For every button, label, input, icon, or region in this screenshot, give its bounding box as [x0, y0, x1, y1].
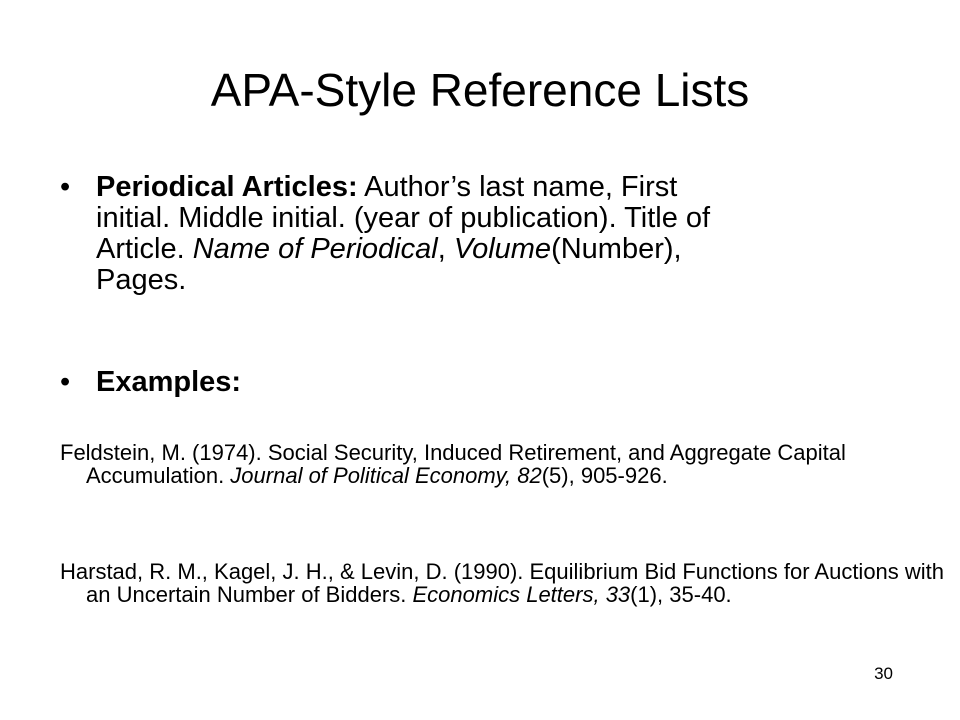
periodical-name-italic: Name of Periodical: [192, 233, 438, 265]
bullet-line-1: [96, 172, 936, 203]
page-number: 30: [874, 664, 893, 683]
bullet-text: [96, 367, 936, 398]
reference-pages: (5), 905-926.: [541, 463, 668, 488]
bullet-text: [96, 172, 936, 296]
reference-journal: Journal of Political Economy, 82: [230, 463, 542, 488]
bullet-line-3-b: ,: [437, 233, 454, 265]
bullet-line-4: Pages.: [96, 264, 187, 296]
slide-title: APA-Style Reference Lists: [210, 64, 750, 116]
bullet-lead: Examples:: [96, 366, 242, 398]
bullet-lead: Periodical Articles:: [96, 171, 358, 203]
bullet-line-3-a: Article.: [96, 233, 193, 265]
bullet-line-1-text: Author’s last name, First: [357, 171, 678, 203]
bullet-line-3: [96, 234, 936, 265]
reference-pages: (1), 35-40.: [630, 582, 732, 607]
bullet-line-3-c: (Number),: [551, 233, 682, 265]
bullet-marker: •: [60, 171, 71, 203]
reference-text: Harstad, R. M., Kagel, J. H., & Levin, D. (1990). Equilibrium Bid Functions for Auctions with an Uncertain Number of Bidders.: [60, 559, 945, 607]
reference-journal: Economics Letters, 33: [412, 582, 631, 607]
bullet-line-2: initial. Middle initial. (year of publication). Title of: [96, 202, 711, 234]
reference-harstad: [60, 560, 946, 606]
reference-feldstein: [60, 441, 946, 487]
bullet-marker: •: [60, 366, 71, 398]
volume-italic: Volume: [453, 233, 552, 265]
reference-text: Feldstein, M. (1974). Social Security, Induced Retirement, and Aggregate Capital Accumulation.: [60, 440, 846, 488]
